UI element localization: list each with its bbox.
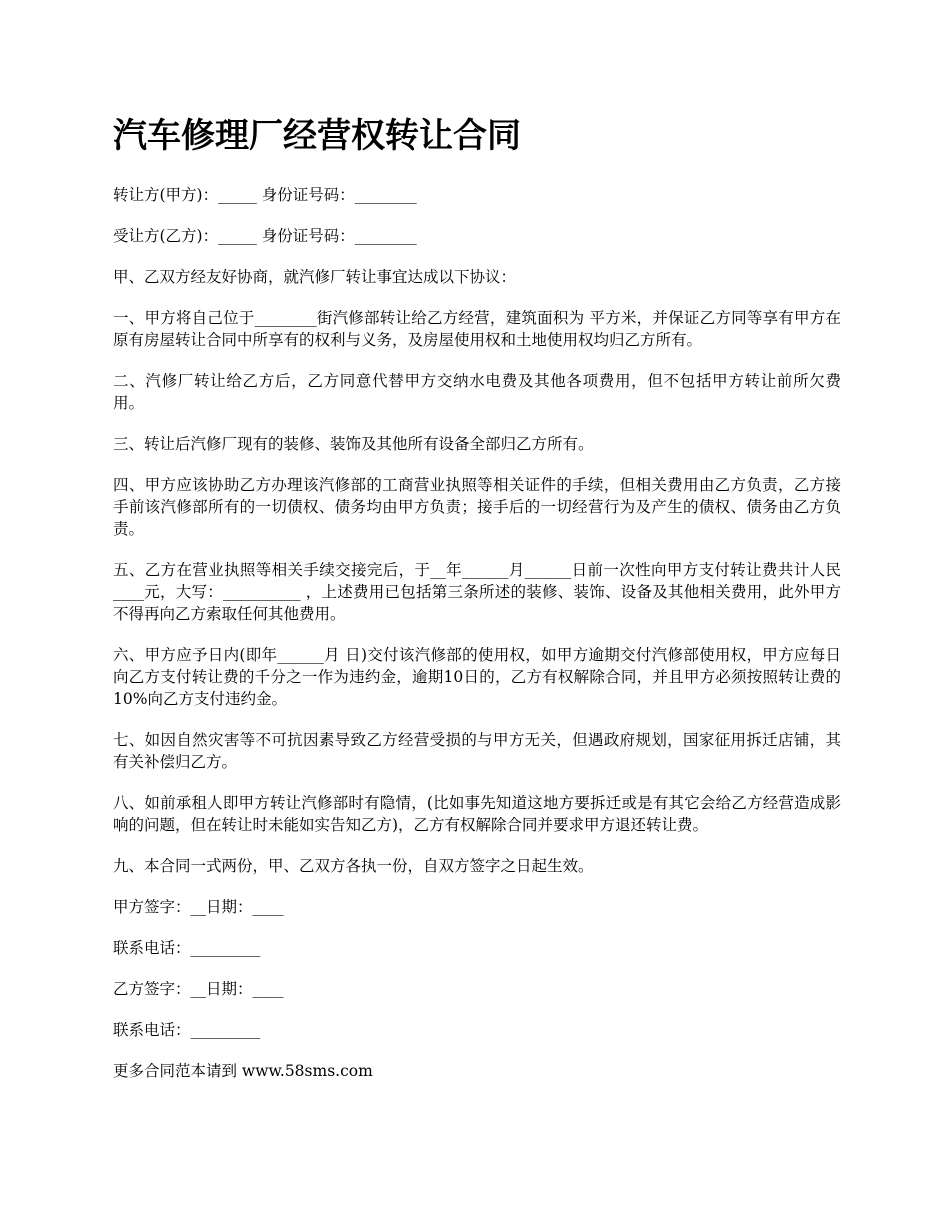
- clause-1: 一、甲方将自己位于________街汽修部转让给乙方经营，建筑面积为 平方米，并保证乙方同等享有甲方在原有房屋转让合同中所享有的权利与义务，及房屋使用权和土地使用权均归乙方所有。: [113, 309, 841, 349]
- document-title: 汽车修理厂经营权转让合同: [113, 116, 521, 156]
- clause-5: 五、乙方在营业执照等相关手续交接完后，于__年______月______日前一次性向甲方支付转让费共计人民____元，大写：__________ ，上述费用已包括第三条所述的装修、装饰、设备及其他相关费用，此外甲方不得再向乙方索取任何其他费用。: [113, 561, 841, 623]
- clause-9: 九、本合同一式两份，甲、乙双方各执一份，自双方签字之日起生效。: [113, 857, 594, 875]
- party-b-phone: 联系电话：_________: [113, 1021, 261, 1039]
- clause-2: 二、汽修厂转让给乙方后，乙方同意代替甲方交纳水电费及其他各项费用，但不包括甲方转让前所欠费用。: [113, 372, 841, 412]
- clause-3: 三、转让后汽修厂现有的装修、装饰及其他所有设备全部归乙方所有。: [113, 435, 594, 453]
- party-a-phone: 联系电话：_________: [113, 939, 261, 957]
- preamble: 甲、乙双方经友好协商，就汽修厂转让事宜达成以下协议：: [113, 268, 517, 286]
- party-b-signature: 乙方签字：__日期：____: [113, 980, 284, 998]
- clause-8: 八、如前承租人即甲方转让汽修部时有隐情，(比如事先知道这地方要拆迁或是有其它会给乙方经营造成影响的问题，但在转让时未能如实告知乙方)，乙方有权解除合同并要求甲方退还转让费。: [113, 794, 841, 834]
- clause-4: 四、甲方应该协助乙方办理该汽修部的工商营业执照等相关证件的手续，但相关费用由乙方负责，乙方接手前该汽修部所有的一切债权、债务均由甲方负责；接手后的一切经营行为及产生的债权、债务由乙方负责。: [113, 476, 841, 538]
- party-b-line: 受让方(乙方)：_____ 身份证号码：________: [113, 227, 417, 245]
- clause-6: 六、甲方应予日内(即年______月 日)交付该汽修部的使用权，如甲方逾期交付汽修部使用权，甲方应每日向乙方支付转让费的千分之一作为违约金，逾期10日的，乙方有权解除合同，并且甲方必须按照转让费的10%向乙方支付违约金。: [113, 646, 841, 708]
- party-a-line: 转让方(甲方)：_____ 身份证号码：________: [113, 186, 417, 204]
- party-a-signature: 甲方签字：__日期：____: [113, 898, 284, 916]
- footer-link-text: 更多合同范本请到 www.58sms.com: [113, 1062, 373, 1080]
- clause-7: 七、如因自然灾害等不可抗因素导致乙方经营受损的与甲方无关，但遇政府规划，国家征用拆迁店铺，其有关补偿归乙方。: [113, 731, 841, 771]
- document-page: [113, 112, 841, 1101]
